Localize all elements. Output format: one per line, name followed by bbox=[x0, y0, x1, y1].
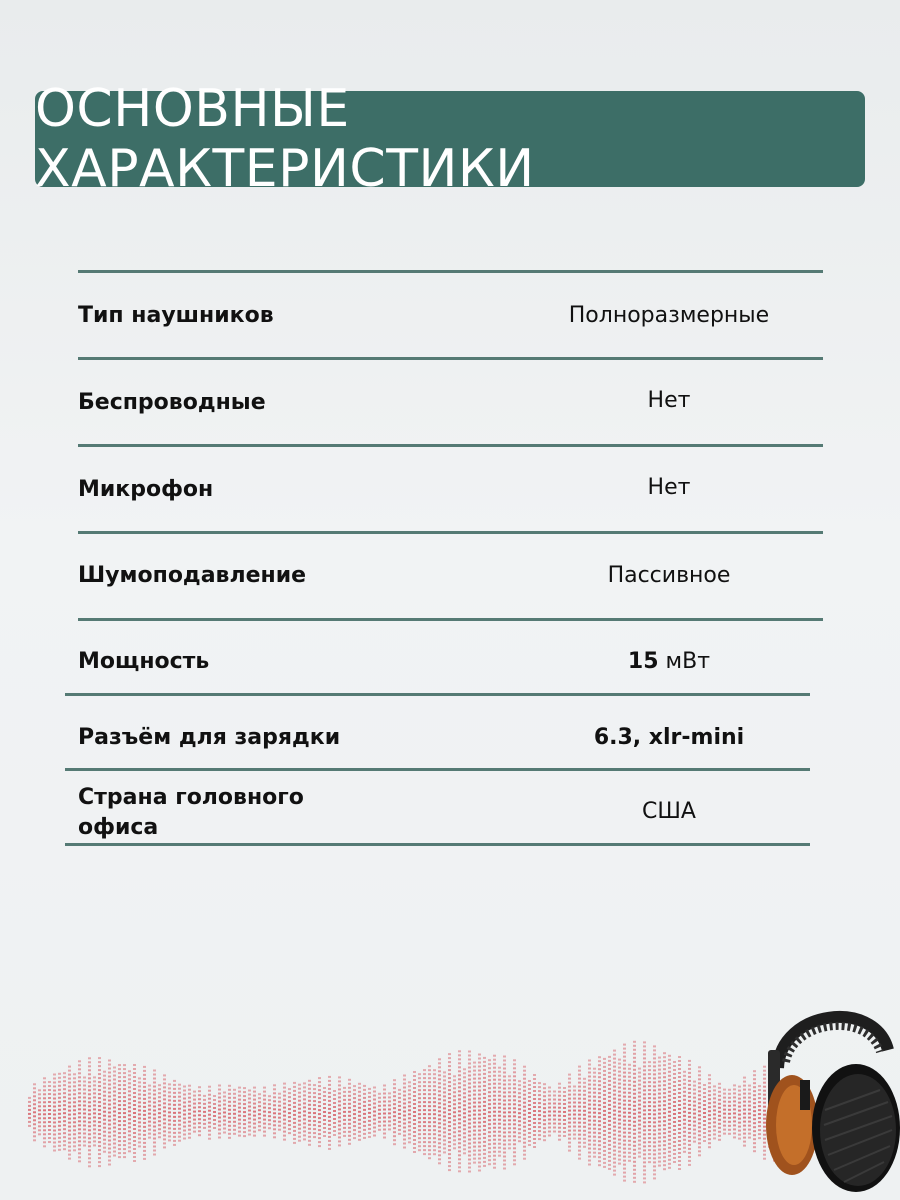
spec-label-connector: Разъём для зарядки bbox=[78, 725, 341, 750]
table-divider bbox=[78, 357, 823, 360]
spec-label-noise-cancelling: Шумоподавление bbox=[78, 563, 307, 588]
table-divider bbox=[78, 618, 823, 621]
headphones-image bbox=[760, 990, 900, 1200]
spec-label-microphone: Микрофон bbox=[78, 477, 214, 502]
spec-label-country bbox=[78, 783, 358, 843]
spec-label-wireless: Беспроводные bbox=[78, 390, 266, 415]
spec-label-country-line1: Страна головного bbox=[78, 785, 304, 810]
table-divider bbox=[65, 768, 810, 771]
sound-waveform-icon bbox=[0, 1030, 780, 1200]
spec-value-connector bbox=[519, 723, 819, 753]
spec-value-country: США bbox=[642, 799, 696, 824]
spec-value-microphone: Нет bbox=[647, 475, 691, 500]
table-divider bbox=[78, 444, 823, 447]
table-divider bbox=[78, 270, 823, 273]
spec-label-country-line2: офиса bbox=[78, 815, 159, 840]
connector-text: 6.3, xlr-mini bbox=[593, 725, 745, 750]
table-divider bbox=[65, 693, 810, 696]
title-banner bbox=[35, 79, 865, 199]
power-number: 15 bbox=[627, 649, 659, 674]
table-divider bbox=[65, 843, 810, 846]
spec-value-wireless: Нет bbox=[647, 388, 691, 413]
spec-label-type: Тип наушников bbox=[78, 303, 274, 328]
spec-value-power bbox=[519, 647, 819, 677]
page-title: ОСНОВНЫЕ ХАРАКТЕРИСТИКИ bbox=[35, 79, 535, 199]
power-unit: мВт bbox=[665, 649, 711, 674]
table-divider bbox=[78, 531, 823, 534]
spec-value-type: Полноразмерные bbox=[568, 303, 770, 328]
spec-label-power: Мощность bbox=[78, 649, 210, 674]
spec-value-noise-cancelling: Пассивное bbox=[607, 563, 731, 588]
